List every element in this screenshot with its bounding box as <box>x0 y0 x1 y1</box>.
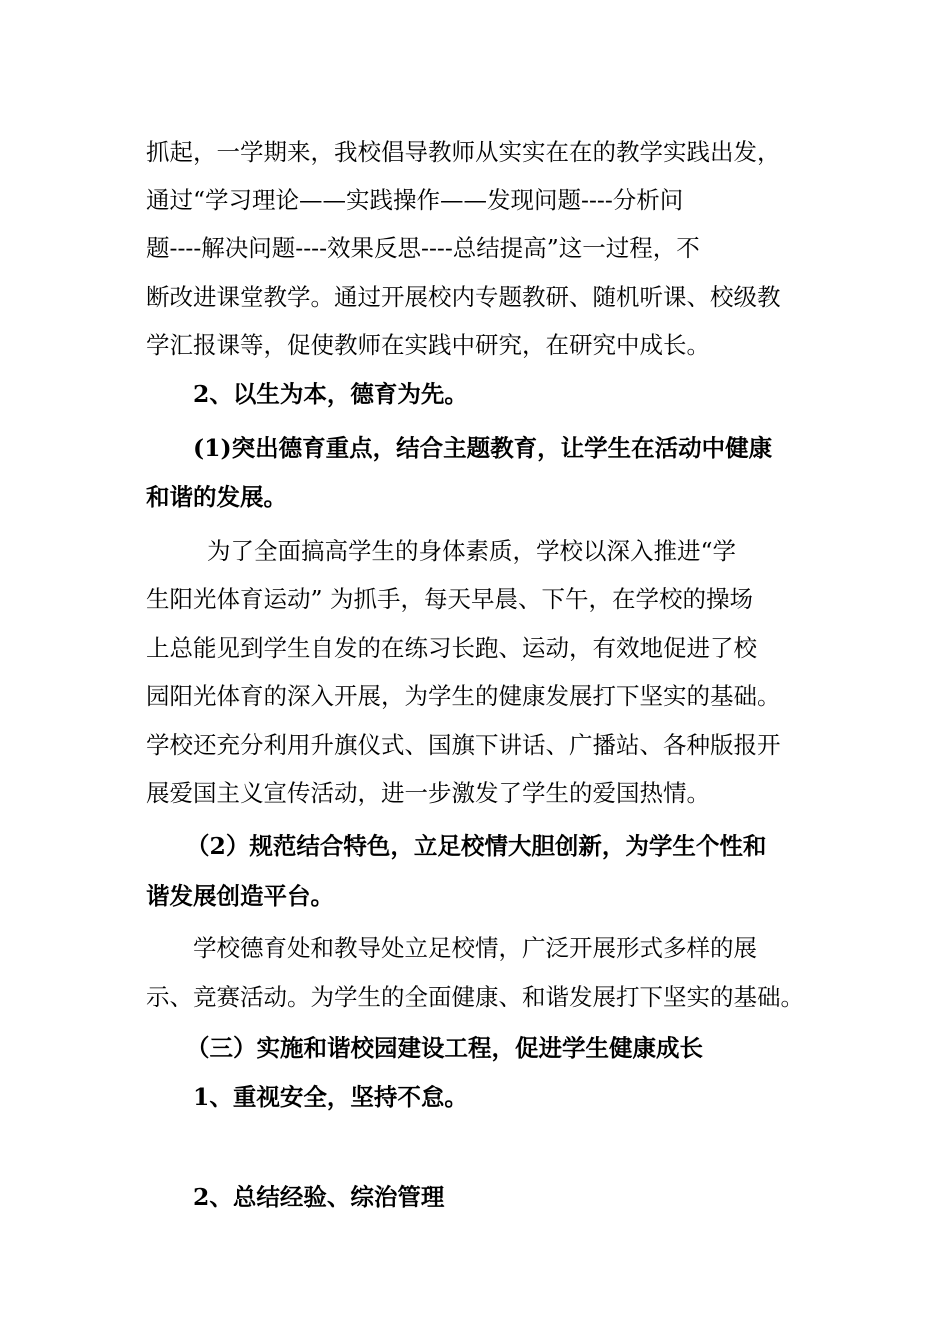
section-heading: 2、以生为本，德育为先。 <box>193 380 468 408</box>
paragraph-line: 园阳光体育的深入开展，为学生的健康发展打下坚实的基础。 <box>146 682 781 710</box>
paragraph-line: 题----解决问题----效果反思----总结提高”这一过程，不 <box>146 234 700 262</box>
paragraph-line: 生阳光体育运动” 为抓手，每天早晨、下午，在学校的操场 <box>146 585 753 613</box>
paragraph-line: 上总能见到学生自发的在练习长跑、运动，有效地促进了校 <box>146 634 757 662</box>
paragraph-line: 示、竞赛活动。为学生的全面健康、和谐发展打下坚实的基础。 <box>146 983 804 1011</box>
subsection-heading-continued: 谐发展创造平台。 <box>146 882 334 910</box>
paragraph-line: 断改进课堂教学。通过开展校内专题教研、随机听课、校级教 <box>146 283 781 311</box>
paragraph-line: 学校德育处和教导处立足校情，广泛开展形式多样的展 <box>193 934 757 962</box>
subsection-heading: （2）规范结合特色，立足校情大胆创新，为学生个性和 <box>186 832 767 860</box>
paragraph-line: 为了全面搞高学生的身体素质，学校以深入推进“学 <box>207 537 737 565</box>
subsection-heading-continued: 和谐的发展。 <box>146 483 287 511</box>
paragraph-line: 学校还充分利用升旗仪式、国旗下讲话、广播站、各种版报开 <box>146 731 781 759</box>
paragraph-line: 学汇报课等，促使教师在实践中研究，在研究中成长。 <box>146 331 710 359</box>
section-heading: 2、总结经验、综治管理 <box>193 1183 445 1211</box>
paragraph-line: 抓起，一学期来，我校倡导教师从实实在在的教学实践出发， <box>146 138 781 166</box>
section-heading: 1、重视安全，坚持不怠。 <box>193 1083 468 1111</box>
section-heading: （三）实施和谐校园建设工程，促进学生健康成长 <box>186 1034 703 1062</box>
subsection-heading: (1)突出德育重点，结合主题教育，让学生在活动中健康 <box>193 434 773 462</box>
paragraph-line: 展爱国主义宣传活动，进一步激发了学生的爱国热情。 <box>146 779 710 807</box>
paragraph-line: 通过“学习理论——实践操作——发现问题----分析问 <box>146 186 684 214</box>
